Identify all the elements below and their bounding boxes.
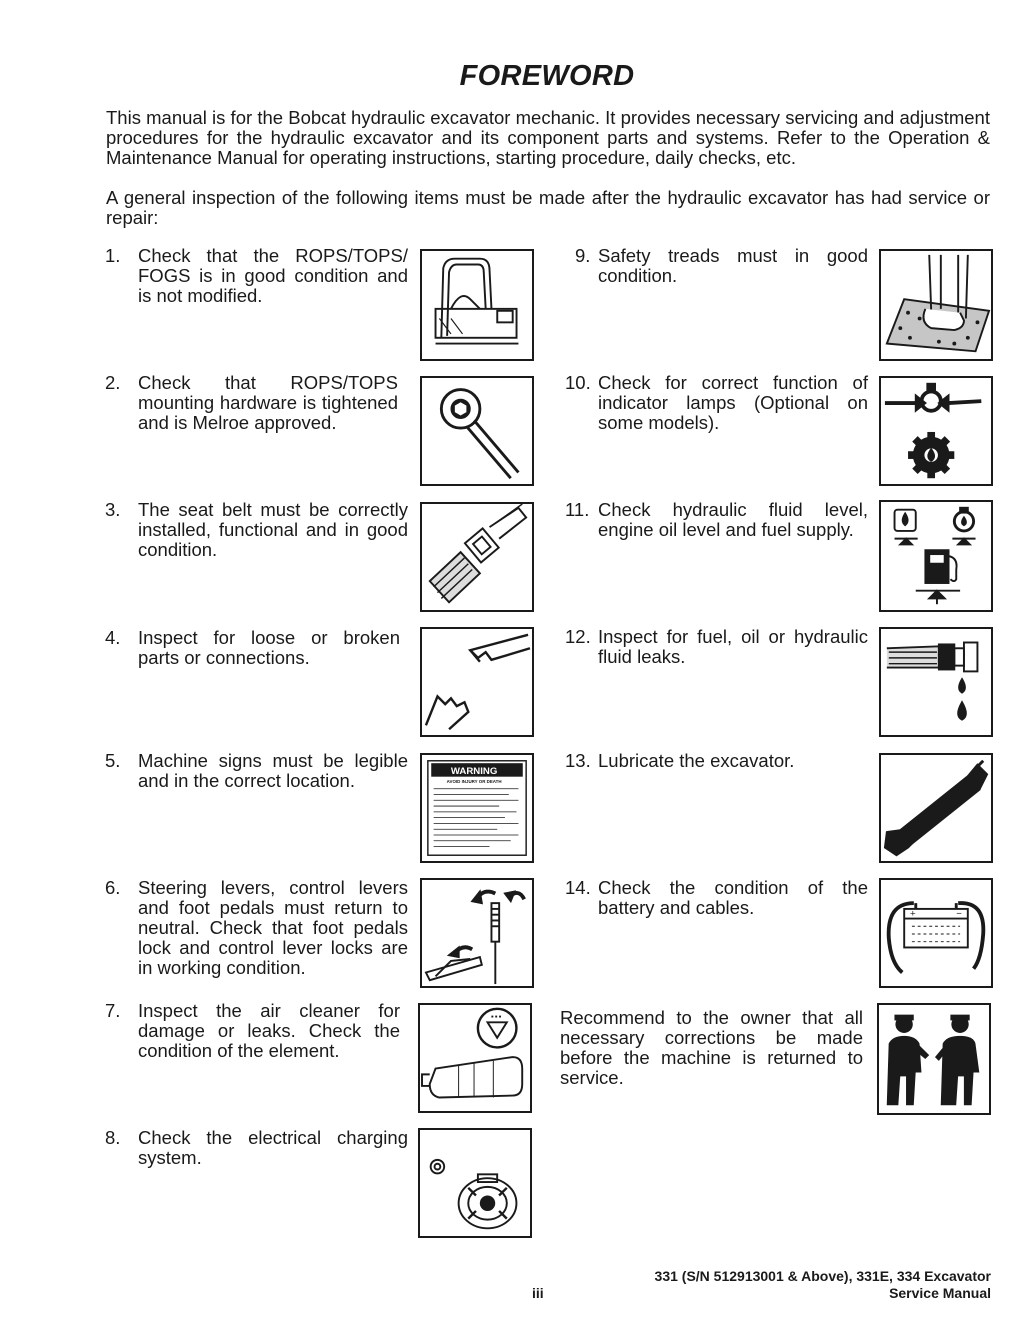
item-text: Inspect for loose or broken parts or connections.	[138, 627, 400, 668]
item-text: Check the electrical charging system.	[138, 1127, 408, 1168]
page-title: FOREWORD	[459, 60, 635, 92]
footer-manual-name: Service Manual	[889, 1285, 991, 1301]
svg-text:−: −	[956, 908, 962, 920]
fluid-levels-icon	[879, 500, 993, 612]
item-text: Lubricate the excavator.	[598, 750, 795, 771]
control-levers-icon	[420, 878, 534, 988]
indicator-lamps-icon	[879, 376, 993, 486]
svg-text:+: +	[909, 908, 916, 920]
item-number: 2.	[105, 372, 121, 393]
item-text: Check for correct function of indicator lamps (Optional on some models).	[598, 372, 868, 433]
item-number: 14.	[565, 877, 591, 898]
item-text: Check that the ROPS/TOPS/ FOGS is in good condition and is not modified.	[138, 245, 408, 306]
item-text: Check hydraulic fluid level, engine oil level and fuel supply.	[598, 499, 868, 540]
item-number: 7.	[105, 1000, 121, 1021]
page-number: iii	[532, 1285, 544, 1301]
item-number: 13.	[565, 750, 591, 771]
warning-sign-label: WARNING	[450, 765, 498, 777]
grease-gun-icon	[879, 753, 993, 863]
owner-recommendation: Recommend to the owner that all necessary corrections be made before the machine is returned to service.	[560, 1007, 863, 1088]
safety-tread-icon	[879, 249, 993, 361]
broken-part-icon	[420, 627, 534, 737]
item-number: 5.	[105, 750, 121, 771]
rops-cab-icon	[420, 249, 534, 361]
item-text: Check the condition of the battery and cables.	[598, 877, 868, 918]
item-number: 4.	[105, 627, 121, 648]
battery-icon	[879, 878, 993, 988]
item-number: 9.	[575, 245, 591, 266]
item-number: 6.	[105, 877, 121, 898]
inspection-intro: A general inspection of the following items must be made after the hydraulic excavator has had service or repair:	[106, 187, 990, 228]
footer-model	[655, 1268, 991, 1302]
alternator-icon	[418, 1128, 532, 1238]
item-number: 3.	[105, 499, 121, 520]
air-cleaner-icon	[418, 1003, 532, 1113]
item-number: 8.	[105, 1127, 121, 1148]
footer-model-name: 331 (S/N 512913001 & Above), 331E, 334 Excavator	[654, 1268, 991, 1284]
item-text: The seat belt must be correctly installed, functional and in good condition.	[138, 499, 408, 560]
seat-belt-icon	[420, 502, 534, 612]
wrench-icon	[420, 376, 534, 486]
warning-sign-icon	[420, 753, 534, 863]
two-people-icon	[877, 1003, 991, 1115]
warning-sign-subtitle: AVOID INJURY OR DEATH	[446, 778, 502, 784]
item-number: 12.	[565, 626, 591, 647]
item-number: 1.	[105, 245, 121, 266]
item-text: Safety treads must in good condition.	[598, 245, 868, 286]
item-number: 11.	[565, 499, 590, 520]
item-text: Inspect the air cleaner for damage or leaks. Check the condition of the element.	[138, 1000, 400, 1061]
intro-paragraph: This manual is for the Bobcat hydraulic excavator mechanic. It provides necessary servicing and adjustment procedures for the hydraulic excavator and its component parts and systems. Refer to the Operation & Maintenance Manual for operating instructions, starting procedure, daily checks, etc.	[106, 107, 990, 168]
item-text: Steering levers, control levers and foot pedals must return to neutral. Check that foot pedals lock and control lever locks are in working condition.	[138, 877, 408, 978]
item-number: 10.	[565, 372, 591, 393]
fluid-leak-icon	[879, 627, 993, 737]
item-text: Inspect for fuel, oil or hydraulic fluid leaks.	[598, 626, 868, 667]
item-text: Check that ROPS/TOPS mounting hardware is tightened and is Melroe approved.	[138, 372, 398, 433]
item-text: Machine signs must be legible and in the correct location.	[138, 750, 408, 791]
